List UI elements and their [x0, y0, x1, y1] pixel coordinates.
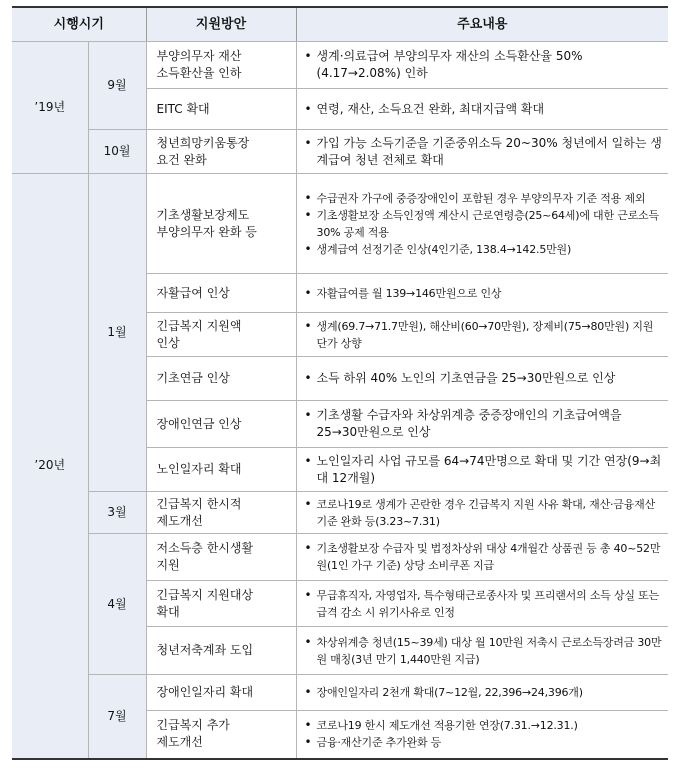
plan-cell [146, 174, 296, 274]
content-item: • 생계급여 선정기준 인상(4인기준, 138.4→142.5만원) [303, 241, 663, 258]
plan-line: 청년희망키움통장 [156, 135, 250, 150]
content-item: • 기초생활 수급자와 차상위계층 중증장애인의 기초급여액을 25→30만원으로 인상 [303, 407, 663, 441]
plan-line: 노인일자리 확대 [156, 462, 242, 476]
year-cell: ’19년 [12, 42, 88, 174]
plan-cell [146, 448, 296, 492]
month-cell: 7월 [88, 675, 146, 759]
content-item: • 코로나19 한시 제도개선 적용기한 연장(7.31.→12.31.) [303, 717, 663, 734]
table-row [12, 174, 668, 274]
table-row [12, 130, 668, 174]
year-cell: ’20년 [12, 174, 88, 759]
month-cell: 10월 [88, 130, 146, 174]
plan-line: 기초연금 인상 [156, 371, 230, 385]
plan-line: EITC 확대 [156, 101, 210, 116]
plan-cell [146, 89, 296, 130]
content-item: • 금융·재산기준 추가완화 등 [303, 734, 663, 751]
plan-line: 저소득층 한시생활 [156, 541, 254, 555]
content-cell [296, 42, 668, 89]
content-item: • 기초생활보장 수급자 및 법정차상위 대상 4개월간 상품권 등 총 40~52만원(1인 가구 기준) 상당 소비쿠폰 지급 [303, 540, 663, 574]
month-cell: 4월 [88, 534, 146, 675]
content-cell [296, 675, 668, 711]
content-cell [296, 711, 668, 759]
content-item: • 자활급여를 월 139→146만원으로 인상 [303, 285, 663, 302]
plan-line: 부양의무자 재산 [156, 49, 242, 63]
plan-cell [146, 401, 296, 448]
plan-line: 자활급여 인상 [156, 285, 230, 300]
plan-line: 지원 [156, 558, 180, 572]
content-item: • 수급권자 가구에 중증장애인이 포함된 경우 부양의무자 기준 적용 제외 [303, 190, 663, 207]
policy-timeline-table [12, 6, 668, 760]
plan-line: 긴급복지 지원액 [156, 318, 242, 333]
content-item: • 노인일자리 사업 규모를 64→74만명으로 확대 및 기간 연장(9→최대 12개월) [303, 453, 663, 487]
plan-cell [146, 130, 296, 174]
plan-line: 장애인일자리 확대 [156, 685, 254, 699]
month-cell: 1월 [88, 174, 146, 492]
content-item: • 소득 하위 40% 노인의 기초연금을 25→30만원으로 인상 [303, 370, 663, 387]
plan-cell [146, 313, 296, 357]
content-item: • 연령, 재산, 소득요건 완화, 최대지급액 확대 [303, 101, 663, 118]
plan-line: 장애인연금 인상 [156, 416, 242, 431]
content-cell [296, 627, 668, 675]
plan-cell [146, 492, 296, 534]
header-period: 시행시기 [12, 7, 146, 42]
content-item: • 기초생활보장 소득인정액 계산시 근로연령층(25~64세)에 대한 근로소득 30% 공제 적용 [303, 207, 663, 241]
content-item: • 생계(69.7→71.7만원), 해산비(60→70만원), 장제비(75→80만원) 지원단가 상향 [303, 318, 663, 352]
content-cell [296, 274, 668, 313]
plan-cell [146, 274, 296, 313]
content-cell [296, 534, 668, 581]
content-cell [296, 401, 668, 448]
header-content: 주요내용 [296, 7, 668, 42]
table-row [12, 492, 668, 534]
content-item: • 차상위계층 청년(15~39세) 대상 월 10만원 저축시 근로소득장려금 30만원 매칭(3년 만기 1,440만원 지급) [303, 634, 663, 668]
plan-line: 긴급복지 지원대상 [156, 587, 254, 602]
content-item: • 코로나19로 생계가 곤란한 경우 긴급복지 지원 사유 확대, 재산·금융재산기준 완화 등(3.23~7.31) [303, 496, 663, 530]
content-cell [296, 448, 668, 492]
content-item: • 무급휴직자, 자영업자, 특수형태근로종사자 및 프리랜서의 소득 상실 또는 급격 감소 시 위기사유로 인정 [303, 587, 663, 621]
plan-line: 긴급복지 한시적 [156, 496, 242, 511]
plan-line: 소득환산율 인하 [156, 66, 242, 80]
plan-cell [146, 711, 296, 759]
table-row [12, 534, 668, 581]
table-row [12, 42, 668, 89]
plan-line: 부양의무자 완화 등 [156, 224, 257, 239]
plan-cell [146, 581, 296, 627]
plan-line: 제도개선 [156, 735, 203, 750]
plan-line: 확대 [156, 604, 180, 619]
plan-cell [146, 675, 296, 711]
content-cell [296, 174, 668, 274]
content-cell [296, 89, 668, 130]
content-cell [296, 357, 668, 401]
plan-line: 긴급복지 추가 [156, 718, 230, 733]
header-plan: 지원방안 [146, 7, 296, 42]
plan-cell [146, 534, 296, 581]
content-cell [296, 581, 668, 627]
content-cell [296, 130, 668, 174]
month-cell: 3월 [88, 492, 146, 534]
plan-cell [146, 42, 296, 89]
plan-line: 기초생활보장제도 [156, 207, 250, 222]
content-cell [296, 313, 668, 357]
plan-line: 요건 완화 [156, 152, 207, 167]
month-cell: 9월 [88, 42, 146, 130]
content-item: • 가입 가능 소득기준을 기준중위소득 20~30% 청년에서 일하는 생계급여 청년 전체로 확대 [303, 135, 663, 169]
plan-cell [146, 627, 296, 675]
content-item: • 생계·의료급여 부양의무자 재산의 소득환산율 50%(4.17→2.08%) 인하 [303, 48, 663, 82]
header-row [12, 7, 668, 42]
plan-line: 제도개선 [156, 513, 203, 528]
plan-line: 청년저축계좌 도입 [156, 643, 254, 657]
content-item: • 장애인일자리 2천개 확대(7~12월, 22,396→24,396개) [303, 684, 663, 701]
plan-line: 인상 [156, 335, 180, 350]
plan-cell [146, 357, 296, 401]
content-cell [296, 492, 668, 534]
table-row [12, 675, 668, 711]
